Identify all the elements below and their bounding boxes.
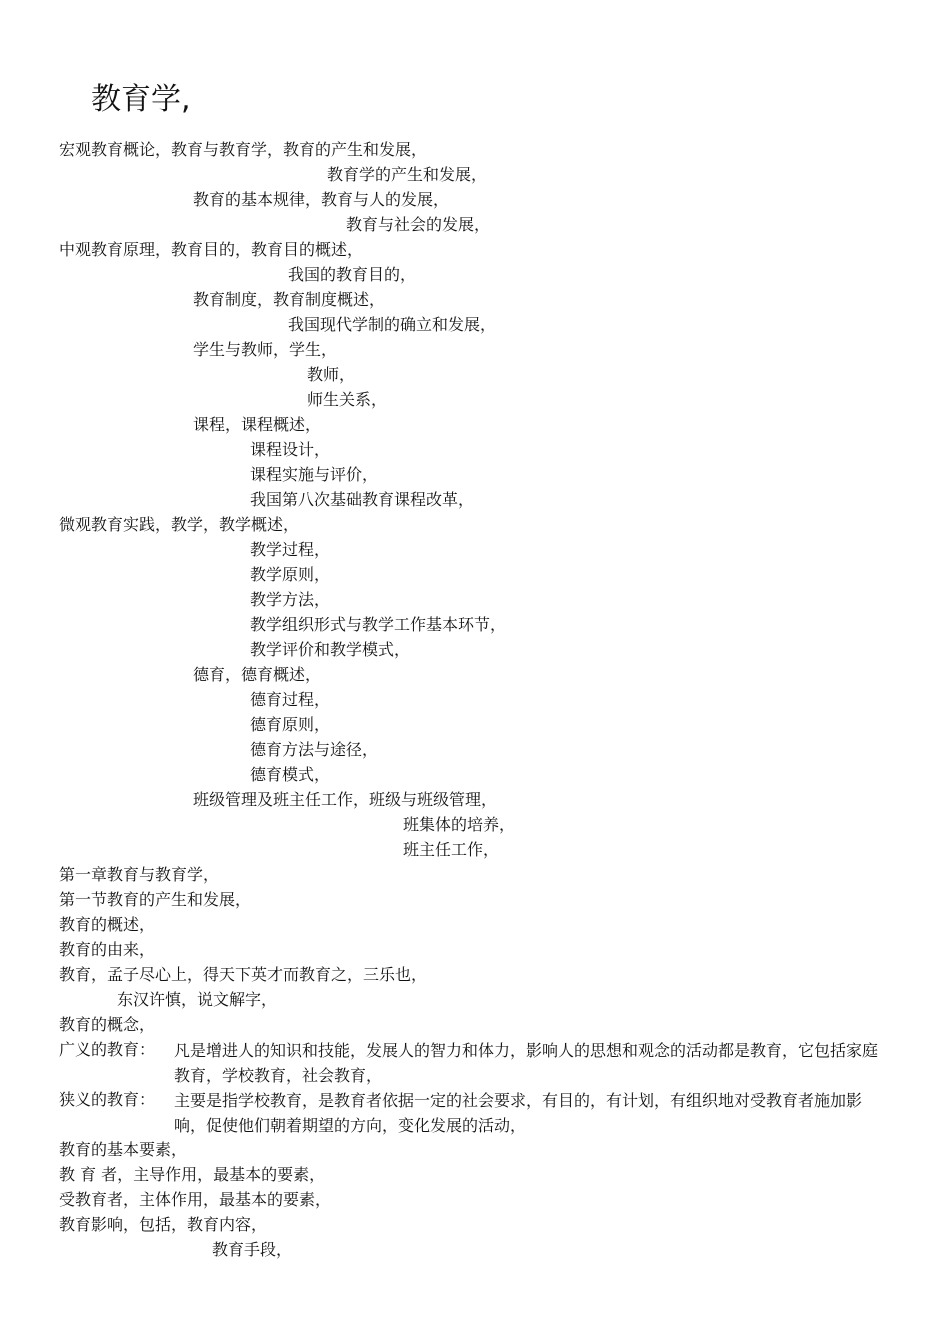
outline-line: 课程实施与评价， bbox=[250, 465, 379, 484]
outline-line: 教学评价和教学模式， bbox=[250, 640, 411, 659]
outline-line: 教学原则， bbox=[250, 565, 331, 584]
outline-line: 德育过程， bbox=[250, 690, 331, 709]
body-line: 教育影响，包括，教育内容， bbox=[59, 1215, 268, 1234]
outline-line: 课程设计， bbox=[250, 440, 331, 459]
outline-line: 师生关系， bbox=[307, 390, 388, 409]
narrow-education-text: 主要是指学校教育，是教育者依据一定的社会要求，有目的，有计划，有组织地对受教育者施加影响，促使他们朝着期望的方向，变化发展的活动， bbox=[174, 1091, 863, 1135]
outline-line: 我国第八次基础教育课程改革， bbox=[250, 490, 475, 509]
outline-line: 德育模式， bbox=[250, 765, 331, 784]
outline-line: 德育，德育概述， bbox=[193, 665, 322, 684]
outline-line: 教学组织形式与教学工作基本环节， bbox=[250, 615, 507, 634]
outline-line: 学生与教师，学生， bbox=[193, 340, 338, 359]
page-title: 教育学, bbox=[91, 82, 191, 117]
outline-line: 课程，课程概述， bbox=[193, 415, 322, 434]
outline-line: 教育的基本规律，教育与人的发展， bbox=[193, 190, 450, 209]
outline-line: 教学方法， bbox=[250, 590, 331, 609]
body-line: 受教育者，主体作用，最基本的要素， bbox=[59, 1190, 332, 1209]
outline-line: 教育学的产生和发展， bbox=[327, 165, 488, 184]
chapter-heading: 第一章教育与教育学， bbox=[59, 865, 220, 884]
narrow-education-label: 狭义的教育： bbox=[59, 1090, 156, 1109]
outline-line: 教学过程， bbox=[250, 540, 331, 559]
body-line: 教育的概念， bbox=[59, 1015, 156, 1034]
outline-line: 我国的教育目的， bbox=[288, 265, 417, 284]
outline-micro-line: 微观教育实践，教学，教学概述， bbox=[59, 515, 300, 534]
body-line: 教育的由来， bbox=[59, 940, 156, 959]
body-line: 教育的基本要素， bbox=[59, 1140, 188, 1159]
outline-macro-line: 宏观教育概论，教育与教育学，教育的产生和发展， bbox=[59, 140, 428, 159]
outline-line: 班集体的培养， bbox=[403, 815, 516, 834]
outline-line: 教育与社会的发展， bbox=[346, 215, 491, 234]
body-line: 教 育 者，主导作用，最基本的要素， bbox=[59, 1165, 326, 1184]
outline-meso-line: 中观教育原理，教育目的，教育目的概述， bbox=[59, 240, 364, 259]
section-heading: 第一节教育的产生和发展， bbox=[59, 890, 252, 909]
outline-line: 德育方法与途径， bbox=[250, 740, 379, 759]
outline-line: 我国现代学制的确立和发展， bbox=[288, 315, 497, 334]
body-line: 教育，孟子尽心上，得天下英才而教育之，三乐也， bbox=[59, 965, 428, 984]
outline-line: 班级管理及班主任工作，班级与班级管理， bbox=[193, 790, 498, 809]
outline-line: 班主任工作， bbox=[403, 840, 500, 859]
outline-line: 教师， bbox=[307, 365, 356, 384]
body-line: 教育的概述， bbox=[59, 915, 156, 934]
body-line: 教育手段， bbox=[212, 1240, 293, 1259]
broad-education-text: 凡是增进人的知识和技能，发展人的智力和体力，影响人的思想和观念的活动都是教育，它包括家庭教育，学校教育，社会教育， bbox=[174, 1041, 879, 1085]
broad-education-label: 广义的教育： bbox=[59, 1040, 156, 1059]
outline-line: 德育原则， bbox=[250, 715, 331, 734]
body-line: 东汉许慎，说文解字， bbox=[117, 990, 278, 1009]
outline-line: 教育制度，教育制度概述， bbox=[193, 290, 386, 309]
